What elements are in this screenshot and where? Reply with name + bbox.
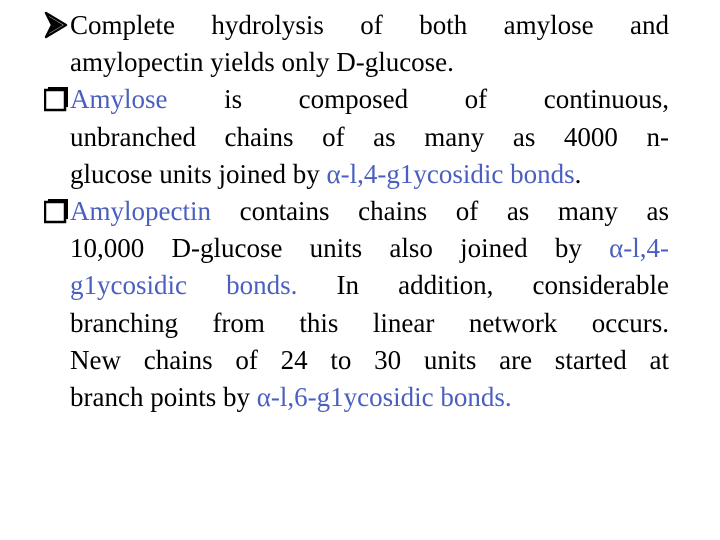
highlighted-term: α-l,4-	[609, 233, 669, 264]
text-segment: 10,000 D-glucose units also joined by	[70, 233, 610, 264]
text-segment: New chains of 24 to 30 units are started at	[70, 344, 669, 375]
checkbox-bullet-icon	[44, 197, 70, 227]
highlighted-term: Amylose	[70, 84, 168, 115]
text-segment: unbranched chains of as many as 4000 n-	[70, 121, 669, 152]
text-segment: glucose units joined by	[70, 158, 327, 189]
bullet-2-line-1	[70, 81, 669, 118]
bullet-1-line-1	[70, 7, 669, 44]
bullet-3-line-5	[70, 342, 669, 379]
bullet-3-line-1	[70, 193, 669, 230]
text-segment: Complete hydrolysis of both amylose and	[70, 10, 669, 40]
text-segment: In addition, considerable	[297, 270, 669, 301]
text-segment: contains chains of as many as	[210, 196, 669, 226]
checkbox-bullet-icon	[44, 85, 70, 115]
bullet-3-line-3	[70, 267, 669, 304]
bullet-1-line-2	[70, 44, 669, 81]
text-segment: .	[574, 158, 582, 189]
text-segment: branching from this linear network occurs.	[70, 307, 669, 338]
arrow-bullet-icon	[44, 11, 70, 41]
bullet-3-line-2	[70, 230, 669, 267]
bullet-3-line-4	[70, 305, 669, 342]
highlighted-term: α-l,6-g1ycosidic bonds.	[256, 382, 512, 412]
highlighted-term: α-l,4-g1ycosidic bonds	[326, 158, 575, 189]
bullet-3-line-6	[70, 379, 669, 416]
text-segment: amylopectin yields only D-glucose.	[70, 47, 454, 78]
text-segment: is composed of continuous,	[167, 84, 669, 115]
highlighted-term: g1ycosidic bonds.	[70, 270, 298, 301]
highlighted-term: Amylopectin	[70, 196, 211, 226]
bullet-2-line-2	[70, 119, 669, 156]
text-segment: branch points by	[70, 382, 257, 412]
bullet-2-line-3	[70, 156, 669, 193]
